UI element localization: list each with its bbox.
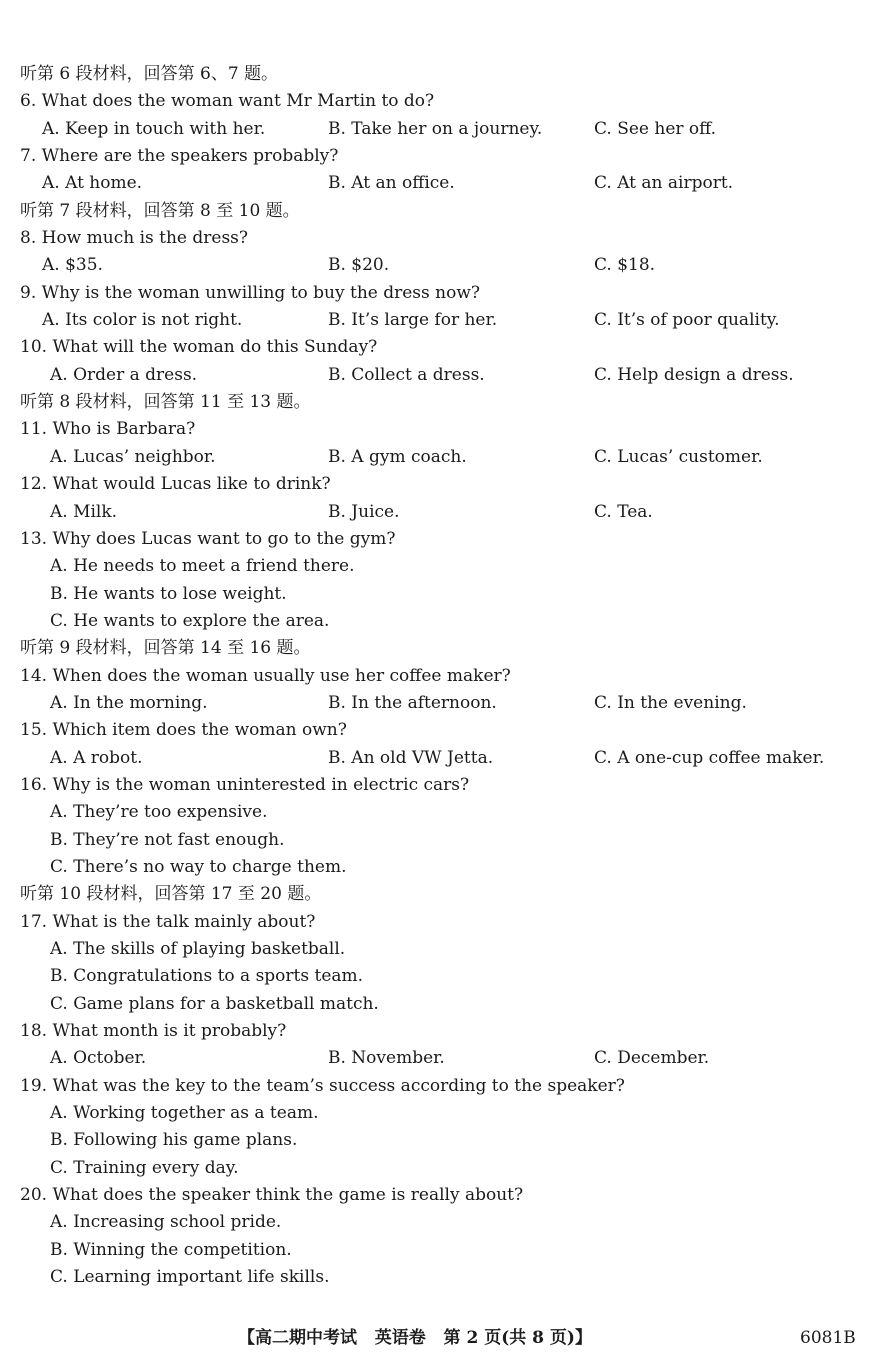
question-19-option-b: B. Following his game plans. bbox=[50, 1130, 298, 1151]
option-b: B. It’s large for her. bbox=[328, 310, 498, 331]
question-17-option-c: C. Game plans for a basketball match. bbox=[50, 993, 379, 1014]
section-heading-10: 听第 10 段材料，回答第 17 至 20 题。 bbox=[20, 884, 322, 905]
question-18-stem: 18. What month is it probably? bbox=[20, 1021, 287, 1042]
paper-code: 6081B bbox=[800, 1328, 856, 1348]
option-b: B. November. bbox=[328, 1048, 445, 1069]
option-b: B. Collect a dress. bbox=[328, 364, 485, 385]
question-list bbox=[20, 61, 860, 1291]
question-20-option-b: B. Winning the competition. bbox=[50, 1239, 292, 1260]
question-17-stem: 17. What is the talk mainly about? bbox=[20, 911, 316, 932]
question-16-option-b: B. They’re not fast enough. bbox=[50, 829, 285, 850]
question-12-options bbox=[20, 499, 860, 526]
question-8-options bbox=[20, 252, 860, 279]
subject-name: 英语卷 bbox=[374, 1328, 426, 1348]
section-heading-9: 听第 9 段材料，回答第 14 至 16 题。 bbox=[20, 638, 311, 659]
question-20-option-a: A. Increasing school pride. bbox=[50, 1212, 282, 1233]
option-a: A. Milk. bbox=[50, 501, 118, 522]
question-6-options bbox=[20, 116, 860, 143]
page-number: 第 2 页(共 8 页)】 bbox=[443, 1328, 592, 1348]
question-13-option-b: B. He wants to lose weight. bbox=[50, 583, 287, 604]
option-b: B. $20. bbox=[328, 255, 390, 276]
question-16-stem: 16. Why is the woman uninterested in electric cars? bbox=[20, 774, 470, 795]
option-c: C. December. bbox=[594, 1048, 710, 1069]
section-heading-8: 听第 8 段材料，回答第 11 至 13 题。 bbox=[20, 392, 311, 413]
question-9-options bbox=[20, 307, 860, 334]
option-a: A. A robot. bbox=[50, 747, 143, 768]
question-7-stem: 7. Where are the speakers probably? bbox=[20, 146, 339, 167]
option-c: C. In the evening. bbox=[594, 692, 747, 713]
question-15-options bbox=[20, 745, 860, 772]
question-20-stem: 20. What does the speaker think the game is really about? bbox=[20, 1185, 524, 1206]
option-a: A. October. bbox=[50, 1048, 147, 1069]
question-16-option-a: A. They’re too expensive. bbox=[50, 802, 268, 823]
question-17-option-b: B. Congratulations to a sports team. bbox=[50, 966, 364, 987]
option-c: C. At an airport. bbox=[594, 173, 734, 194]
question-13-option-c: C. He wants to explore the area. bbox=[50, 610, 330, 631]
option-a: A. In the morning. bbox=[50, 692, 208, 713]
question-19-option-a: A. Working together as a team. bbox=[50, 1103, 319, 1124]
question-11-options bbox=[20, 444, 860, 471]
option-c: C. Help design a dress. bbox=[594, 364, 794, 385]
option-a: A. Keep in touch with her. bbox=[42, 118, 266, 139]
option-a: A. Its color is not right. bbox=[42, 310, 243, 331]
option-a: A. Order a dress. bbox=[50, 364, 198, 385]
option-b: B. An old VW Jetta. bbox=[328, 747, 494, 768]
question-13-option-a: A. He needs to meet a friend there. bbox=[50, 556, 355, 577]
option-a: A. $35. bbox=[42, 255, 103, 276]
section-heading-6: 听第 6 段材料，回答第 6、7 题。 bbox=[20, 64, 279, 84]
option-c: C. Tea. bbox=[594, 501, 653, 522]
footer-title bbox=[238, 1325, 592, 1351]
option-a: A. At home. bbox=[42, 173, 143, 194]
question-13-stem: 13. Why does Lucas want to go to the gym? bbox=[20, 528, 396, 549]
option-a: A. Lucas’ neighbor. bbox=[50, 446, 216, 467]
question-16-option-c: C. There’s no way to charge them. bbox=[50, 856, 347, 877]
question-11-stem: 11. Who is Barbara? bbox=[20, 419, 196, 440]
question-10-stem: 10. What will the woman do this Sunday? bbox=[20, 337, 378, 358]
question-10-options bbox=[20, 362, 860, 389]
question-9-stem: 9. Why is the woman unwilling to buy the dress now? bbox=[20, 282, 481, 303]
page-footer bbox=[0, 1325, 870, 1351]
question-8-stem: 8. How much is the dress? bbox=[20, 228, 249, 249]
question-20-option-c: C. Learning important life skills. bbox=[50, 1267, 330, 1288]
question-7-options bbox=[20, 170, 860, 197]
question-14-options bbox=[20, 690, 860, 717]
question-12-stem: 12. What would Lucas like to drink? bbox=[20, 474, 331, 495]
option-b: B. Take her on a journey. bbox=[328, 118, 543, 139]
question-18-options bbox=[20, 1045, 860, 1072]
question-15-stem: 15. Which item does the woman own? bbox=[20, 720, 347, 741]
option-c: C. See her off. bbox=[594, 118, 717, 139]
option-b: B. A gym coach. bbox=[328, 446, 467, 467]
question-17-option-a: A. The skills of playing basketball. bbox=[50, 939, 346, 959]
question-6-stem: 6. What does the woman want Mr Martin to do? bbox=[20, 91, 435, 112]
exam-name: 【高二期中考试 bbox=[238, 1328, 357, 1348]
option-c: C. A one-cup coffee maker. bbox=[594, 747, 825, 768]
option-c: C. $18. bbox=[594, 255, 656, 276]
question-19-option-c: C. Training every day. bbox=[50, 1157, 239, 1178]
option-b: B. In the afternoon. bbox=[328, 692, 497, 713]
option-b: B. Juice. bbox=[328, 501, 400, 522]
question-19-stem: 19. What was the key to the team’s success according to the speaker? bbox=[20, 1075, 625, 1096]
section-heading-7: 听第 7 段材料，回答第 8 至 10 题。 bbox=[20, 200, 300, 221]
option-c: C. Lucas’ customer. bbox=[594, 446, 763, 467]
question-14-stem: 14. When does the woman usually use her coffee maker? bbox=[20, 665, 511, 686]
option-c: C. It’s of poor quality. bbox=[594, 310, 780, 331]
option-b: B. At an office. bbox=[328, 173, 455, 194]
